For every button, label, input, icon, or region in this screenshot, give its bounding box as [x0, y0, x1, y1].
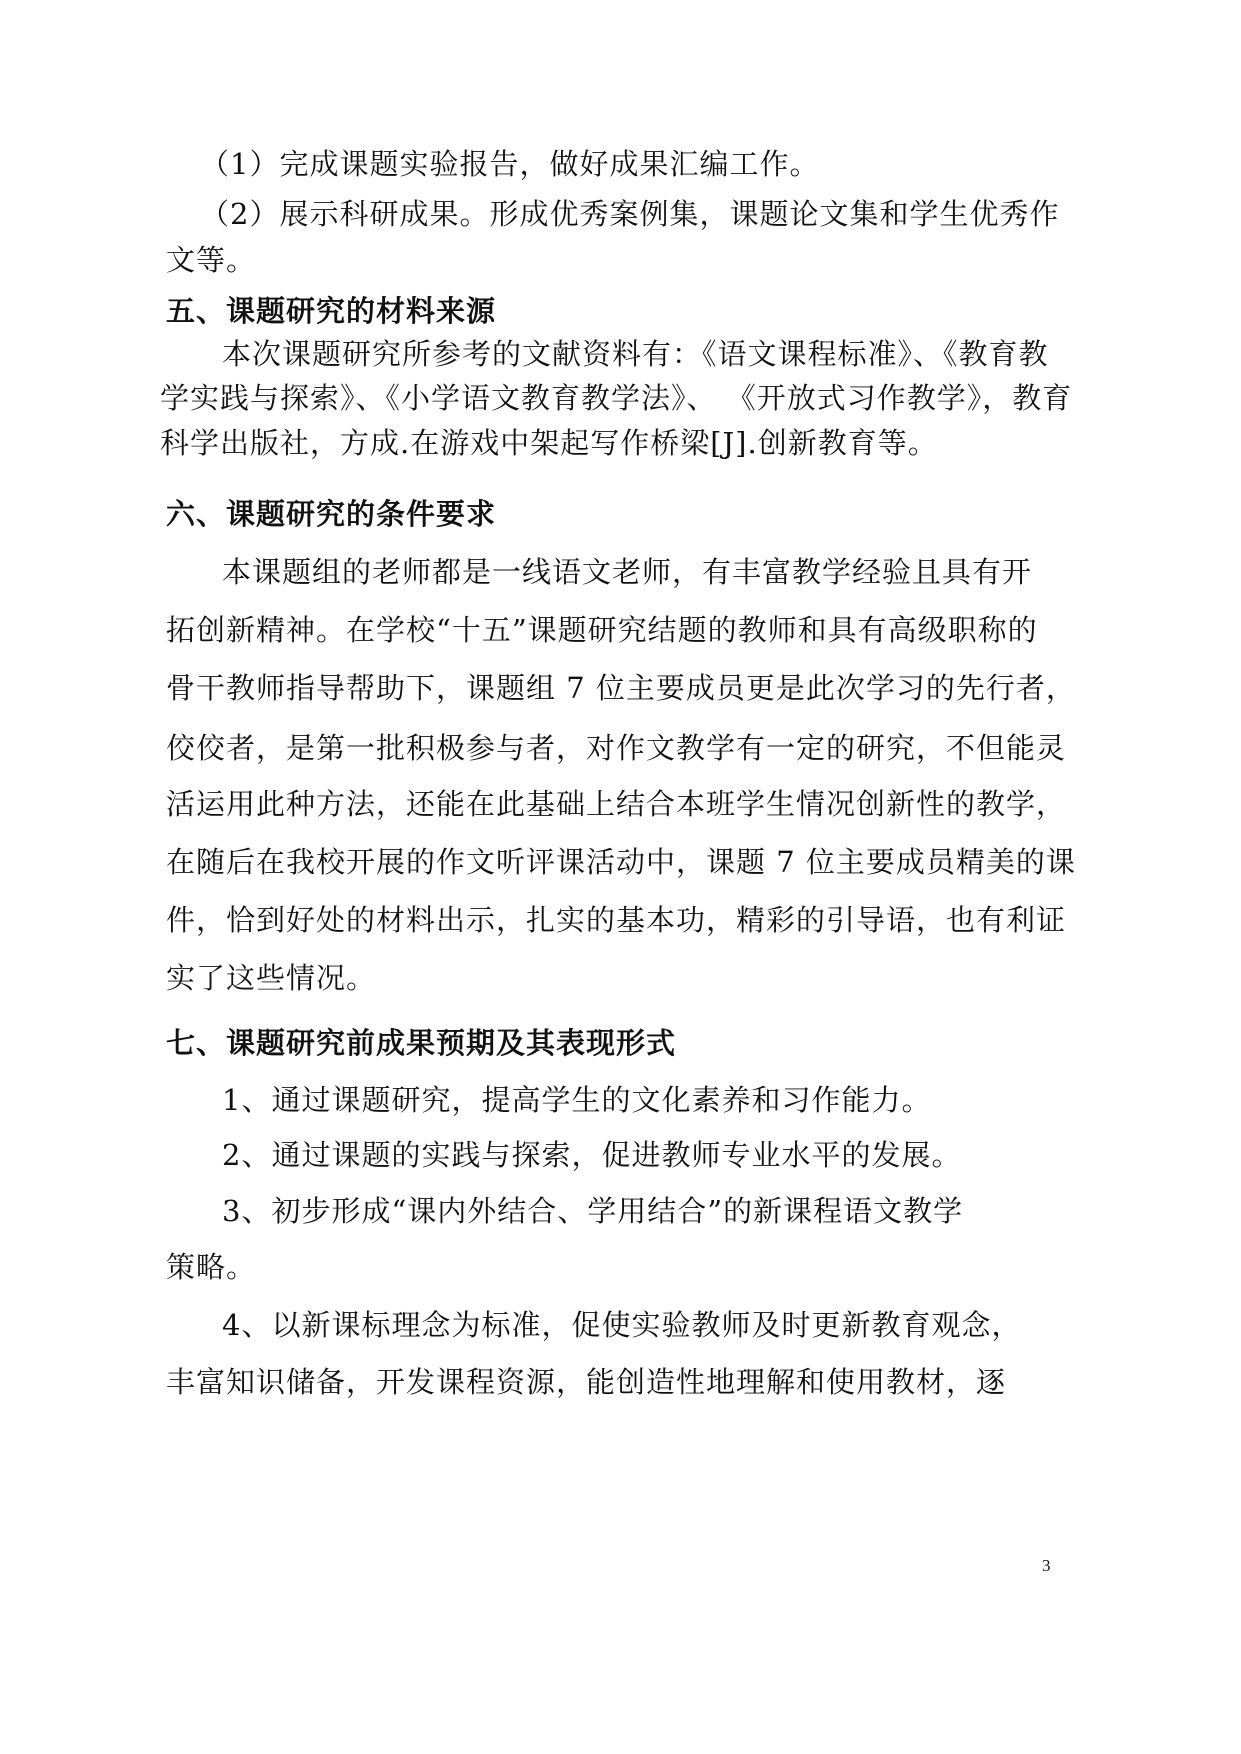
section-heading: 六、课题研究的条件要求: [166, 497, 497, 531]
list-item: （2）展示科研成果。形成优秀案例集，课题论文集和学生优秀作: [200, 197, 1060, 231]
paragraph-line: 科学出版社，方成.在游戏中架起写作桥梁[J].创新教育等。: [160, 426, 938, 460]
paragraph-line: 活运用此种方法，还能在此基础上结合本班学生情况创新性的教学，: [166, 787, 1067, 821]
section-heading: 七、课题研究前成果预期及其表现形式: [166, 1026, 677, 1060]
list-item: 2、通过课题的实践与探索，促进教师专业水平的发展。: [222, 1138, 962, 1172]
paragraph-line: 件，恰到好处的材料出示，扎实的基本功，精彩的引导语，也有利证: [166, 903, 1067, 937]
paragraph-line: 拓创新精神。在学校“十五”课题研究结题的教师和具有高级职称的: [166, 613, 1038, 647]
list-item: （1）完成课题实验报告，做好成果汇编工作。: [200, 147, 820, 181]
paragraph-line: 佼佼者，是第一批积极参与者，对作文教学有一定的研究，不但能灵: [166, 731, 1067, 765]
list-item-continuation: 丰富知识储备，开发课程资源，能创造性地理解和使用教材，逐: [166, 1365, 1007, 1399]
paragraph-line: 骨干教师指导帮助下，课题组 7 位主要成员更是此次学习的先行者，: [166, 671, 1076, 705]
paragraph-line: 本次课题研究所参考的文献资料有：《语文课程标准》、《教育教: [222, 337, 1049, 371]
page-number: 3: [1042, 1556, 1051, 1575]
list-item: 4、以新课标理念为标准，促使实验教师及时更新教育观念，: [222, 1308, 1022, 1342]
list-item: 1、通过课题研究，提高学生的文化素养和习作能力。: [222, 1083, 932, 1117]
list-item: 3、初步形成“课内外结合、学用结合”的新课程语文教学: [222, 1194, 964, 1228]
paragraph-line: 学实践与探索》、《小学语文教育教学法》、 《开放式习作教学》，教育: [160, 381, 1073, 415]
paragraph-line: 实了这些情况。: [166, 961, 377, 995]
list-item-continuation: 策略。: [166, 1250, 257, 1284]
paragraph-line: 在随后在我校开展的作文听评课活动中，课题 7 位主要成员精美的课: [166, 845, 1076, 879]
list-item-continuation: 文等。: [166, 243, 257, 277]
paragraph-line: 本课题组的老师都是一线语文老师，有丰富教学经验且具有开: [222, 555, 1033, 589]
section-heading: 五、课题研究的材料来源: [166, 294, 497, 328]
